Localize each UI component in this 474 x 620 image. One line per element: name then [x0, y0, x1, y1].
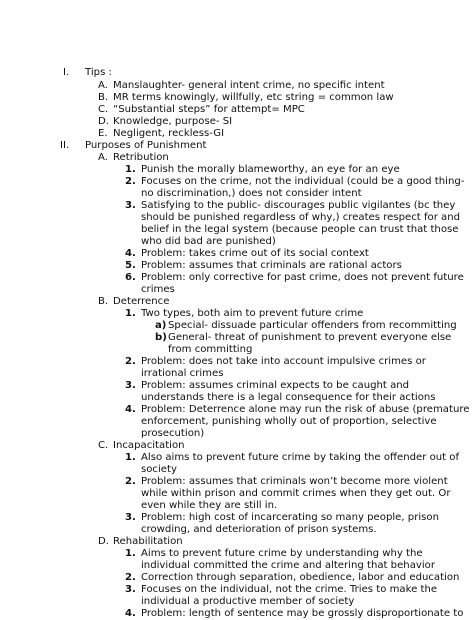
subsection-heading-deterrence: Deterrence — [113, 296, 170, 307]
point-line: belief in the legal system (because people can trust that those — [141, 224, 459, 235]
point-line: Problem: only corrective for past crime, does not prevent future — [141, 272, 464, 283]
subpoint-line: Special- dissuade particular offenders from recommitting — [168, 320, 457, 331]
outline-marker: II. — [60, 140, 70, 151]
point-number: 3. — [125, 584, 136, 595]
subsection-heading-incapacitation: Incapacitation — [113, 440, 185, 451]
point-line: Problem: assumes criminal expects to be caught and — [141, 380, 410, 391]
outline-marker: E. — [98, 128, 108, 139]
outline-marker: A. — [98, 152, 108, 163]
subpoint-line: from committing — [168, 344, 253, 355]
outline-marker: C. — [98, 440, 109, 451]
point-line: Focuses on the crime, not the individual (could be a good thing- — [141, 176, 465, 187]
outline-marker: D. — [98, 536, 109, 547]
point-line: Problem: length of sentence may be grossly disproportionate to — [141, 608, 464, 619]
point-number: 2. — [125, 476, 136, 487]
point-line: Also aims to prevent future crime by taking the offender out of — [141, 452, 460, 463]
point-number: 4. — [125, 608, 136, 619]
point-number: 3. — [125, 512, 136, 523]
point-line: society — [141, 464, 177, 475]
outline-marker: B. — [98, 92, 109, 103]
section-heading-tips: Tips : — [85, 67, 112, 78]
point-number: 1. — [125, 308, 136, 319]
point-number: 6. — [125, 272, 136, 283]
point-line: Focuses on the individual, not the crime. Tries to make the — [141, 584, 438, 595]
point-line: understands there is a legal consequence for their actions — [141, 392, 436, 403]
point-number: 1. — [125, 452, 136, 463]
outline-marker: B. — [98, 296, 109, 307]
outline-marker: I. — [63, 67, 70, 78]
subsection-heading-retribution: Retribution — [113, 152, 169, 163]
point-line: crowding, and deterioration of prison systems. — [141, 524, 377, 535]
tip-item: Manslaughter- general intent crime, no specific intent — [113, 80, 385, 91]
point-line: Aims to prevent future crime by understanding why the — [141, 548, 423, 559]
point-number: 1. — [125, 164, 136, 175]
outline-marker: D. — [98, 116, 109, 127]
point-line: Problem: Deterrence alone may run the risk of abuse (premature — [141, 404, 470, 415]
tip-item: Negligent, reckless-GI — [113, 128, 225, 139]
point-number: 3. — [125, 200, 136, 211]
point-line: Problem: high cost of incarcerating so many people, prison — [141, 512, 439, 523]
point-line: Correction through separation, obedience, labor and education — [141, 572, 460, 583]
point-line: Problem: does not take into account impulsive crimes or — [141, 356, 426, 367]
point-line: crimes — [141, 284, 175, 295]
point-line: Satisfying to the public- discourages public vigilantes (bc they — [141, 200, 456, 211]
point-line: Punish the morally blameworthy, an eye for an eye — [141, 164, 400, 175]
tip-item: Knowledge, purpose- SI — [113, 116, 233, 127]
point-number: 3. — [125, 380, 136, 391]
point-line: Problem: takes crime out of its social context — [141, 248, 369, 259]
point-line: Two types, both aim to prevent future crime — [141, 308, 364, 319]
point-line: while within prison and commit crimes when they get out. Or — [141, 488, 451, 499]
point-number: 2. — [125, 356, 136, 367]
point-line: individual committed the crime and altering that behavior — [141, 560, 435, 571]
point-line: should be punished regardless of why,) creates respect for and — [141, 212, 461, 223]
subpoint-letter: b) — [155, 332, 167, 343]
point-number: 4. — [125, 404, 136, 415]
subsection-heading-rehabilitation: Rehabilitation — [113, 536, 183, 547]
tip-item: “Substantial steps” for attempt= MPC — [113, 104, 305, 115]
point-line: Problem: assumes that criminals won’t become more violent — [141, 476, 448, 487]
outline-marker: A. — [98, 80, 108, 91]
tip-item: MR terms knowingly, willfully, etc string = common law — [113, 92, 394, 103]
point-line: who did bad are punished) — [141, 236, 276, 247]
point-number: 4. — [125, 248, 136, 259]
point-line: prosecution) — [141, 428, 205, 439]
subpoint-letter: a) — [155, 320, 167, 331]
point-number: 2. — [125, 572, 136, 583]
subpoint-line: General- threat of punishment to prevent everyone else — [168, 332, 452, 343]
point-line: irrational crimes — [141, 368, 224, 379]
point-number: 2. — [125, 176, 136, 187]
point-line: Problem: assumes that criminals are rational actors — [141, 260, 402, 271]
point-line: enforcement, punishing wholly out of proportion, selective — [141, 416, 437, 427]
point-line: individual a productive member of society — [141, 596, 355, 607]
point-line: even while they are still in. — [141, 500, 278, 511]
outline-marker: C. — [98, 104, 109, 115]
section-heading-purposes: Purposes of Punishment — [85, 140, 207, 151]
point-line: no discrimination,) does not consider intent — [141, 188, 362, 199]
point-number: 5. — [125, 260, 136, 271]
point-number: 1. — [125, 548, 136, 559]
